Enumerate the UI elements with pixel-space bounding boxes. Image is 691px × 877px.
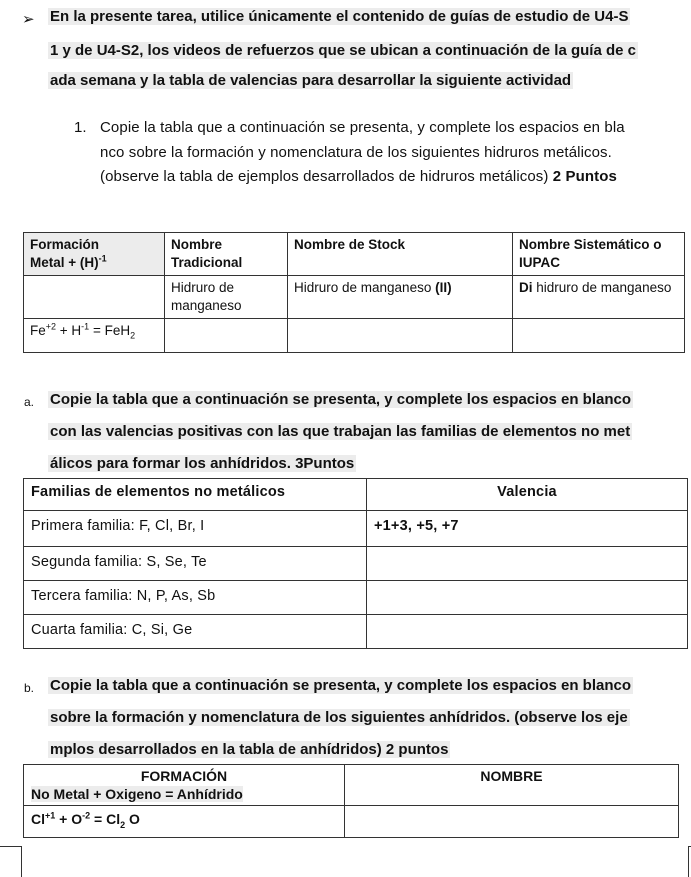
valence-row-1: +1+3, +5, +7 <box>367 511 688 547</box>
header-formation <box>24 233 165 276</box>
row2-formation-cell: $Fe^{+2} + H^{-1} = FeH_2$ <box>24 319 165 353</box>
header-anhydride-formation <box>24 765 345 806</box>
header-traditional-name: Nombre Tradicional <box>165 233 288 276</box>
header-valence: Valencia <box>367 479 688 511</box>
anhydride-formation-cell: $Cl^{+1} + O^{-2} = Cl_2$ O <box>24 806 345 838</box>
row1-systematic-cell <box>513 276 685 319</box>
family-row-3: Tercera familia: N, P, As, Sb <box>24 581 367 615</box>
item-b-letter: b. <box>24 681 35 695</box>
item-a-line-2: con las valencias positivas con las que trabajan las familias de elementos no met <box>50 423 631 440</box>
anhydride-name-cell[interactable] <box>345 806 679 838</box>
item-a-line-3: álicos para formar los anhídridos. 3Puntos <box>50 455 355 472</box>
family-row-1: Primera familia: F, Cl, Br, I <box>24 511 367 547</box>
valence-row-4[interactable] <box>367 615 688 649</box>
item-1-line-3 <box>100 168 617 185</box>
row1-formation-cell[interactable] <box>24 276 165 319</box>
valence-row-3[interactable] <box>367 581 688 615</box>
row1-stock-valence: (II) <box>435 280 452 295</box>
page-corner-left <box>0 846 22 877</box>
header-stock-name: Nombre de Stock <box>288 233 513 276</box>
header-anhydride-formation-title: FORMACIÓN <box>140 768 228 784</box>
item-1-line-2: nco sobre la formación y nomenclatura de los siguientes hidruros metálicos. <box>100 144 612 161</box>
row1-stock-text: Hidruro de manganeso <box>294 280 436 295</box>
bullet-arrow-icon: ➢ <box>22 11 35 28</box>
item-1-number: 1. <box>74 119 87 136</box>
header-anhydride-name: NOMBRE <box>345 765 679 806</box>
row1-traditional-cell: Hidruro de manganeso <box>165 276 288 319</box>
row2-traditional-cell[interactable] <box>165 319 288 353</box>
anhydrides-table <box>23 764 679 838</box>
intro-line-3: ada semana y la tabla de valencias para desarrollar la siguiente actividad <box>50 72 572 89</box>
item-a-letter: a. <box>24 395 35 409</box>
row1-systematic-text: hidruro de manganeso <box>532 280 672 295</box>
header-family: Familias de elementos no metálicos <box>24 479 367 511</box>
valence-row-2[interactable] <box>367 547 688 581</box>
header-formation-line-1: Formación <box>30 237 100 252</box>
hydrides-table <box>23 232 685 353</box>
row2-systematic-cell[interactable] <box>513 319 685 353</box>
header-formation-line-2: Metal + $(H)^{-1}$ <box>30 253 107 270</box>
family-row-4: Cuarta familia: C, Si, Ge <box>24 615 367 649</box>
row2-stock-cell[interactable] <box>288 319 513 353</box>
item-b-line-3: mplos desarrollados en la tabla de anhídridos) 2 puntos <box>50 741 449 758</box>
valence-table <box>23 478 688 649</box>
intro-line-1: En la presente tarea, utilice únicamente el contenido de guías de estudio de U4-S <box>50 8 629 25</box>
item-b-line-1: Copie la tabla que a continuación se presenta, y complete los espacios en blanco <box>50 677 632 694</box>
item-1-points: 2 Puntos <box>552 168 617 185</box>
item-b-line-2: sobre la formación y nomenclatura de los siguientes anhídridos. (observe los eje <box>50 709 628 726</box>
item-a-line-1: Copie la tabla que a continuación se presenta, y complete los espacios en blanco <box>50 391 632 408</box>
header-anhydride-formation-subtitle: No Metal + Oxigeno = Anhídrido <box>31 786 243 802</box>
family-row-2: Segunda familia: S, Se, Te <box>24 547 367 581</box>
row1-stock-cell <box>288 276 513 319</box>
intro-line-2: 1 y de U4-S2, los videos de refuerzos que se ubican a continuación de la guía de c <box>50 42 637 59</box>
row1-systematic-prefix: Di <box>519 280 533 295</box>
item-1-line-3-text: (observe la tabla de ejemplos desarrollados de hidruros metálicos) <box>100 168 549 185</box>
header-systematic-name: Nombre Sistemático o IUPAC <box>513 233 685 276</box>
item-1-line-1: Copie la tabla que a continuación se presenta, y complete los espacios en bla <box>100 119 625 136</box>
